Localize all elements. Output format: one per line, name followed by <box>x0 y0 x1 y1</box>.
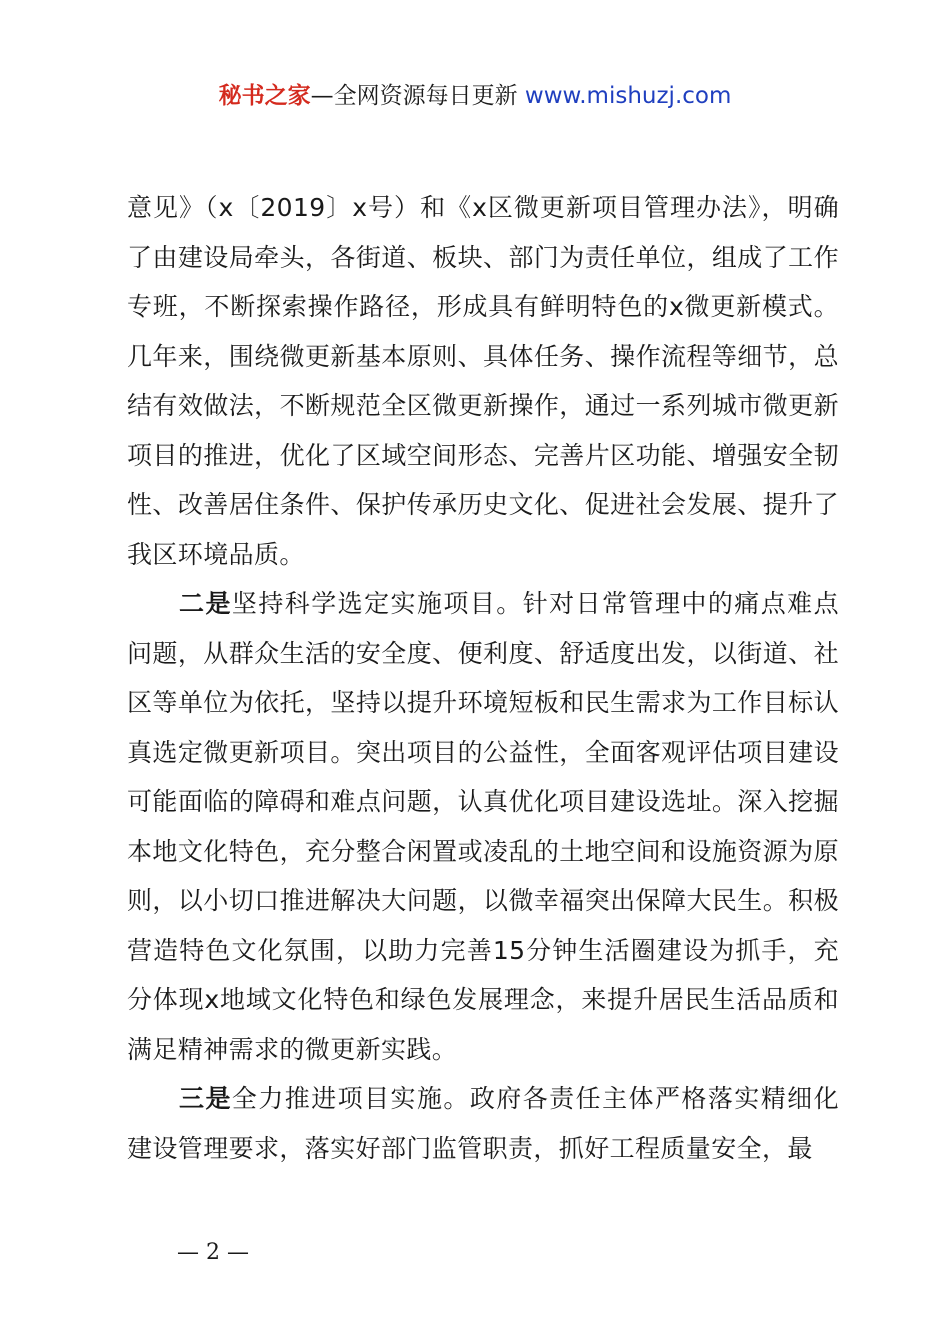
paragraph-point-two <box>127 579 839 1074</box>
header-tagline: —全网资源每日更新 <box>310 83 518 109</box>
paragraph-text: 全力推进项目实施。政府各责任主体严格落实精细化建设管理要求，落实好部门监管职责，抓好工程质量安全，最 <box>127 1084 839 1163</box>
page-number: — 2 — <box>177 1240 249 1265</box>
site-header <box>0 80 950 112</box>
brand-name: 秘书之家 <box>218 83 311 109</box>
paragraph-point-three <box>127 1074 839 1173</box>
site-url-link[interactable]: www.mishuzj.com <box>524 83 732 109</box>
paragraph-lead: 二是 <box>179 589 232 618</box>
paragraph-text: 坚持科学选定实施项目。针对日常管理中的痛点难点问题，从群众生活的安全度、便利度、舒适度出发，以街道、社区等单位为依托，坚持以提升环境短板和民生需求为工作目标认真选定微更新项目。突出项目的公益性，全面客观评估项目建设可能面临的障碍和难点问题，认真优化项目建设选址。深入挖掘本地文化特色，充分整合闲置或凌乱的土地空间和设施资源为原则，以小切口推进解决大问题，以微幸福突出保障大民生。积极营造特色文化氛围，以助力完善15分钟生活圈建设为抓手，充分体现x地域文化特色和绿色发展理念，来提升居民生活品质和满足精神需求的微更新实践。 <box>127 589 839 1064</box>
paragraph-text: 意见》（x〔2019〕x号）和《x区微更新项目管理办法》，明确了由建设局牵头，各街道、板块、部门为责任单位，组成了工作专班，不断探索操作路径，形成具有鲜明特色的x微更新模式。几年来，围绕微更新基本原则、具体任务、操作流程等细节，总结有效做法，不断规范全区微更新操作，通过一系列城市微更新项目的推进，优化了区域空间形态、完善片区功能、增强安全韧性、改善居住条件、保护传承历史文化、促进社会发展、提升了我区环境品质。 <box>127 193 839 569</box>
paragraph-lead: 三是 <box>179 1084 232 1113</box>
document-body <box>127 183 839 1173</box>
paragraph-continuation <box>127 183 839 579</box>
